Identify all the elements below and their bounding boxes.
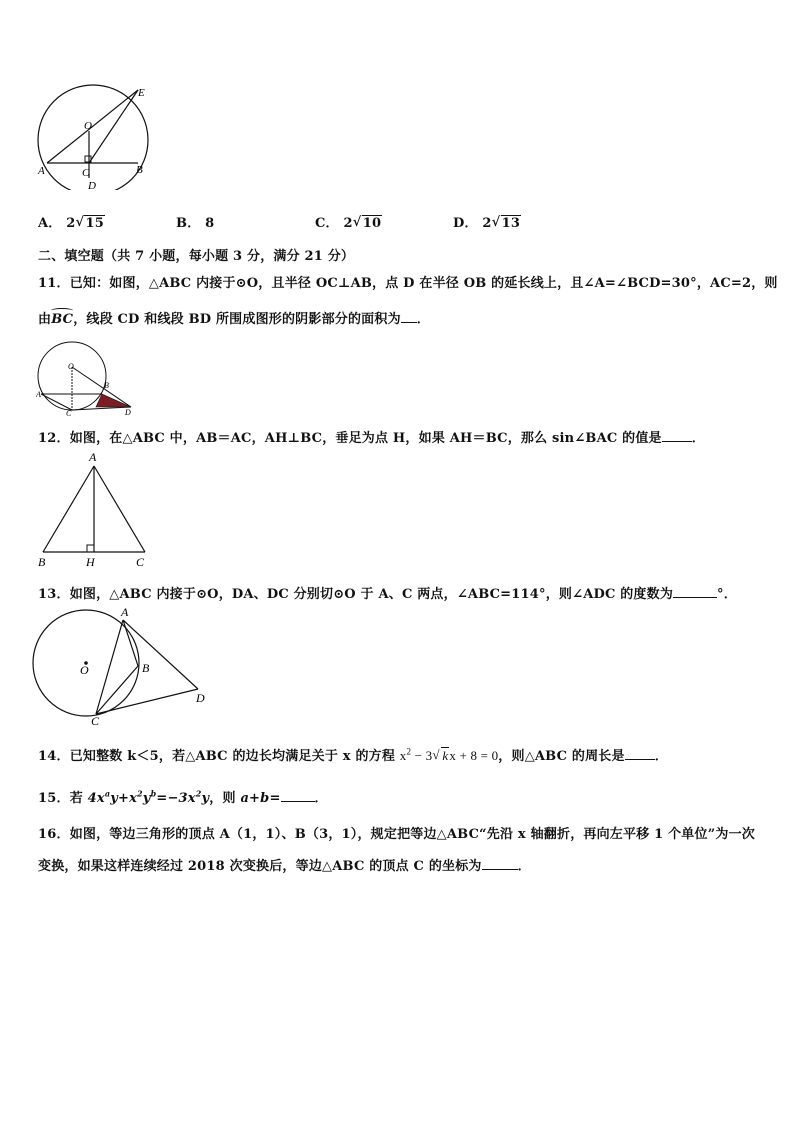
label-O: O [68,362,74,371]
answer-blank-12[interactable] [662,441,692,442]
label-A: A [121,605,129,619]
q11-line2: 由 BC，线段 CD 和线段 BD 所围成图形的阴影部分的面积为 ． [38,308,430,327]
label-E: E [138,87,145,99]
label-H: H [86,555,95,569]
q12-figure [34,448,154,570]
q13-figure [30,604,210,728]
q11-line1: 11．已知：如图，△ABC 内接于⊙O，且半径 OC⊥AB，点 D 在半径 OB 的延长线上，且∠A=∠BCD=30°，AC=2，则 [38,276,778,291]
answer-blank-16[interactable] [482,869,518,870]
label-B: B [104,381,109,390]
label-C: C [91,714,100,728]
section-title: 二、填空题（共 7 小题，每小题 3 分，满分 21 分） [38,249,355,264]
option-d[interactable]: D． 2 √ 13 [453,215,521,231]
label-O: O [84,120,92,132]
option-b[interactable]: B． 8 [176,216,215,231]
q15-expression: $4x^ay+x^2y^b=-3x^2y$ [87,788,210,806]
label-A: A [89,450,97,464]
label-B: B [142,661,150,675]
label-C: C [66,409,72,417]
label-A: A [38,165,45,177]
label-B: B [136,164,143,176]
answer-blank-15[interactable] [281,801,315,802]
q14-equation: $x^2 - 3$ √ kx + 8 = 0 [399,746,499,763]
q16-line1: 16．如图，等边三角形的顶点 A（1，1）、B（3，1），规定把等边△ABC“先沿 x 轴翻折，再向左平移 1 个单位”为一次 [38,827,755,842]
answer-blank-13[interactable] [673,597,717,598]
label-D: D [125,408,131,417]
q14-text: 14．已知整数 k＜5，若△ABC 的边长均满足关于 x 的方程 $x^2 - 3$ √ kx + 8 = 0，则△ABC 的周长是 ． [38,746,668,764]
label-D: D [196,691,205,705]
label-D: D [88,180,96,190]
q12-text: 12．如图，在△ABC 中，AB＝AC，AH⊥BC，垂足为点 H，如果 AH＝BC，那么 sin∠BAC 的值是 ． [38,431,705,446]
answer-blank-11[interactable] [401,322,417,323]
label-A: A [36,390,41,399]
option-c[interactable]: C． 2 √ 10 [315,215,382,231]
label-O: O [80,663,89,677]
q16-line2: 变换，如果这样连续经过 2018 次变换后，等边△ABC 的顶点 C 的坐标为 ． [38,859,531,874]
q13-text: 13．如图，△ABC 内接于⊙O，DA、DC 分别切⊙O 于 A、C 两点，∠ABC=114°，则∠ADC 的度数为 °． [38,587,737,602]
answer-blank-14[interactable] [625,759,655,760]
label-C: C [136,555,145,569]
label-B: B [38,555,46,569]
q15-text: 15．若 $4x^ay+x^2y^b=-3x^2y$，则 a+b= ． [38,788,328,806]
arc-bc: BC [51,312,73,327]
q11-figure [36,337,136,417]
q10-figure [30,82,160,190]
option-a[interactable]: A． 2 √ 15 [38,215,104,231]
label-C: C [82,167,90,179]
